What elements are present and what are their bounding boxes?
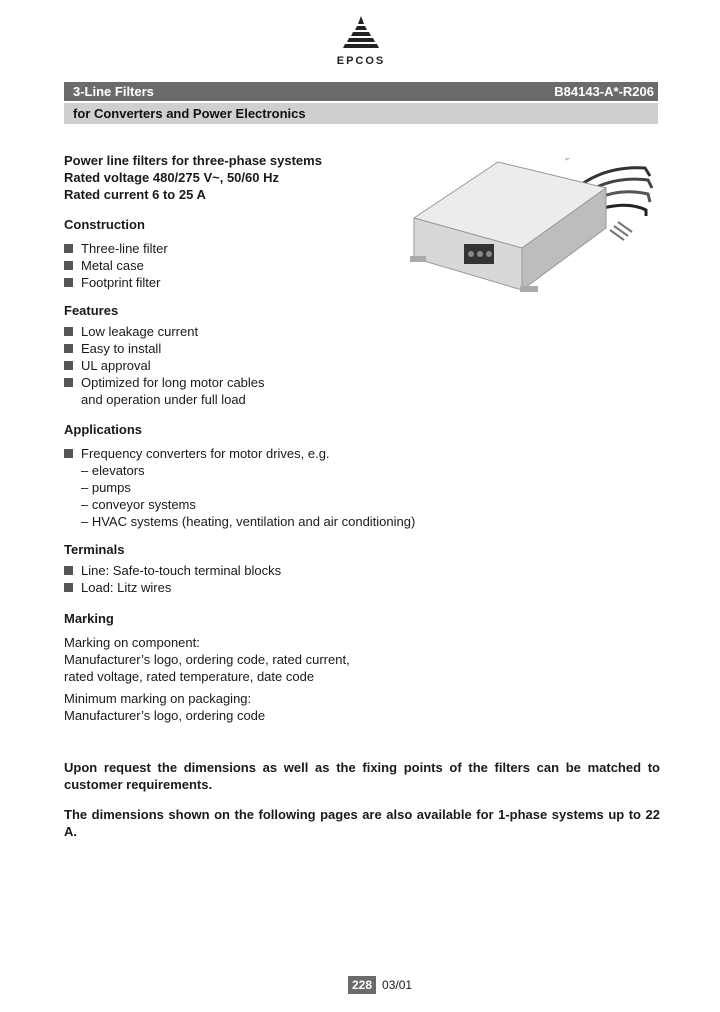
page-number: 228 bbox=[348, 976, 376, 994]
list-item: Line: Safe-to-touch terminal blocks bbox=[64, 562, 664, 579]
marking-heading: Marking bbox=[64, 611, 114, 626]
subtitle-bar bbox=[64, 103, 658, 124]
marking-packaging-label: Minimum marking on packaging: bbox=[64, 691, 252, 706]
list-item: Optimized for long motor cables bbox=[64, 374, 664, 391]
list-item: Low leakage current bbox=[64, 323, 664, 340]
document-title: 3-Line Filters bbox=[73, 84, 154, 99]
document-subtitle: for Converters and Power Electronics bbox=[73, 106, 306, 121]
marking-packaging-line: Manufacturer’s logo, ordering code bbox=[64, 708, 266, 723]
intro-line: Rated current 6 to 25 A bbox=[64, 187, 206, 202]
ordering-code: B84143-A*-R206 bbox=[554, 84, 654, 99]
square-bullet-icon bbox=[64, 244, 73, 253]
marking-component-line: rated voltage, rated temperature, date code bbox=[64, 669, 315, 684]
epcos-logo bbox=[330, 16, 392, 67]
intro-block bbox=[64, 152, 664, 203]
sub-list-item: – elevators bbox=[81, 463, 145, 478]
note-paragraph: The dimensions shown on the following pages are also available for 1-phase systems up to 22 A. bbox=[64, 807, 660, 839]
page-footer bbox=[348, 976, 412, 994]
intro-line: Power line filters for three-phase systems bbox=[64, 153, 322, 168]
applications-list bbox=[64, 445, 664, 462]
marking-component-label: Marking on component: bbox=[64, 635, 200, 650]
list-item: Easy to install bbox=[64, 340, 664, 357]
applications-heading: Applications bbox=[64, 422, 143, 437]
square-bullet-icon bbox=[64, 344, 73, 353]
list-item: Metal case bbox=[64, 257, 664, 274]
construction-list bbox=[64, 240, 664, 291]
intro-line: Rated voltage 480/275 V~, 50/60 Hz bbox=[64, 170, 279, 185]
issue-date: 03/01 bbox=[382, 978, 413, 992]
brand-name: EPCOS bbox=[336, 55, 386, 67]
construction-heading: Construction bbox=[64, 217, 145, 232]
sub-list-item: – conveyor systems bbox=[81, 497, 196, 512]
marking-component-line: Manufacturer’s logo, ordering code, rated current, bbox=[64, 652, 350, 667]
list-item: Three-line filter bbox=[64, 240, 664, 257]
title-bar bbox=[64, 82, 658, 101]
terminals-heading: Terminals bbox=[64, 542, 125, 557]
list-item: Footprint filter bbox=[64, 274, 664, 291]
list-item: Load: Litz wires bbox=[64, 579, 664, 596]
note-paragraph: Upon request the dimensions as well as the fixing points of the filters can be matched to customer requirements. bbox=[64, 760, 660, 792]
list-item: Frequency converters for motor drives, e.g. bbox=[64, 445, 664, 462]
sub-list-item: – pumps bbox=[81, 480, 131, 495]
square-bullet-icon bbox=[64, 261, 73, 270]
epcos-logo-icon bbox=[340, 16, 382, 52]
square-bullet-icon bbox=[64, 278, 73, 287]
terminals-list bbox=[64, 562, 664, 596]
square-bullet-icon bbox=[64, 361, 73, 370]
datasheet-body bbox=[64, 152, 664, 840]
list-item: UL approval bbox=[64, 357, 664, 374]
square-bullet-icon bbox=[64, 566, 73, 575]
square-bullet-icon bbox=[64, 378, 73, 387]
features-list bbox=[64, 323, 664, 408]
square-bullet-icon bbox=[64, 449, 73, 458]
sub-list-item: – HVAC systems (heating, ventilation and air conditioning) bbox=[81, 514, 416, 529]
square-bullet-icon bbox=[64, 327, 73, 336]
features-heading: Features bbox=[64, 303, 119, 318]
square-bullet-icon bbox=[64, 583, 73, 592]
list-item-continuation: and operation under full load bbox=[81, 392, 246, 407]
